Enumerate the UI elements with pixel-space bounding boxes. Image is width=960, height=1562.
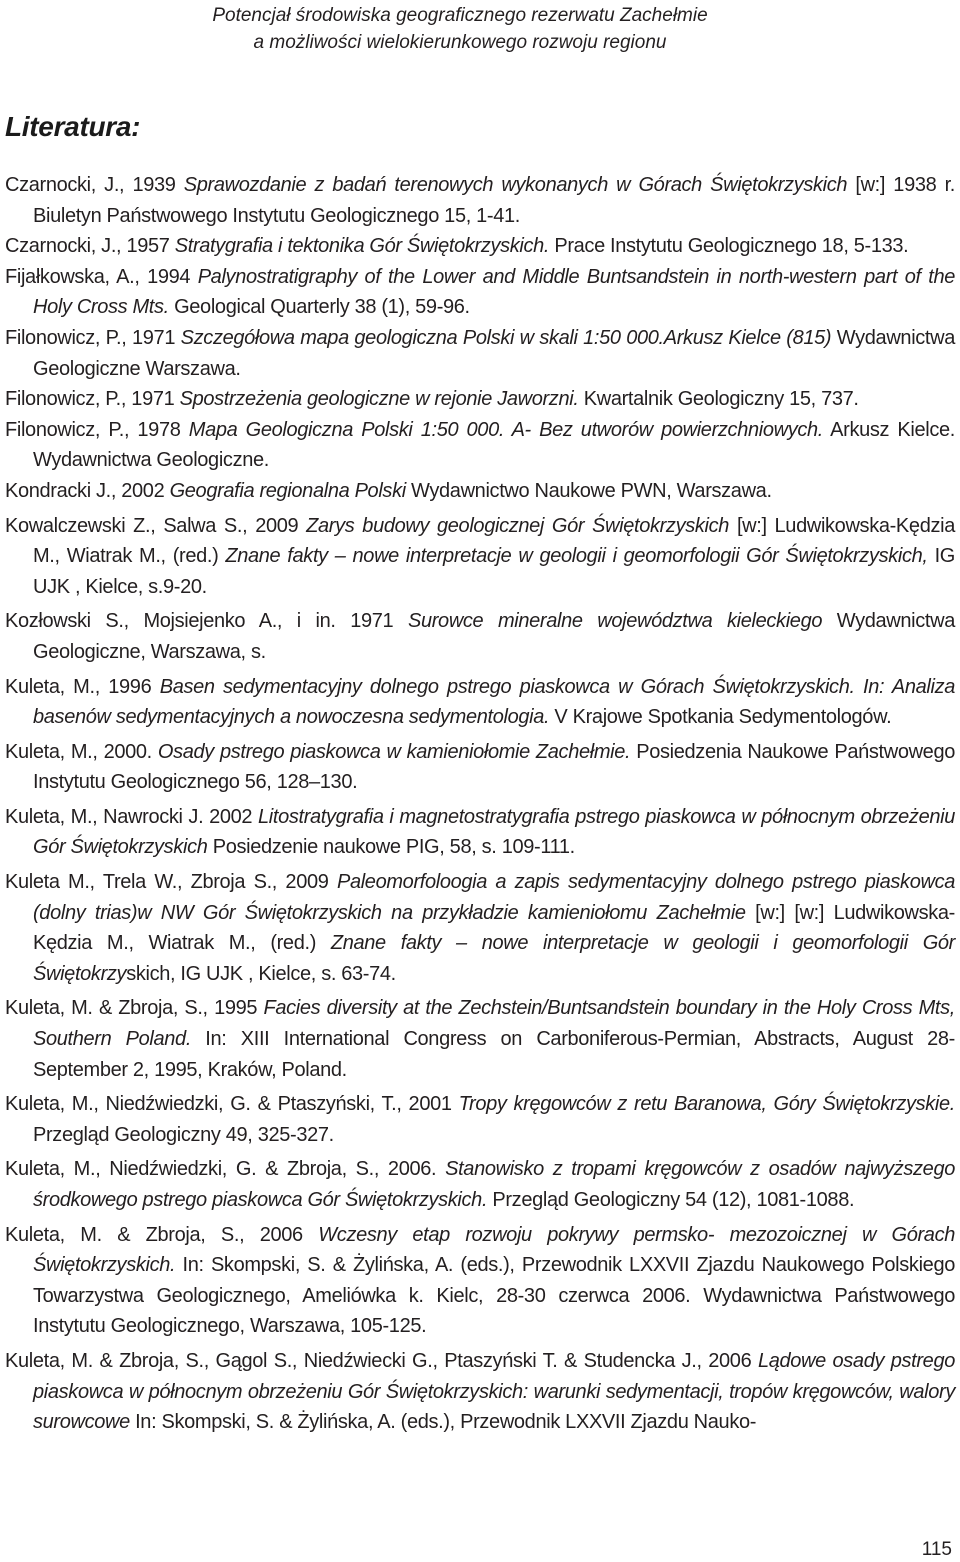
reference-text: Posiedzenia Naukowe Państwowego Instytutu Geologicznego 56, 128–130. (33, 740, 956, 794)
reference-text: Kowalczewski Z., Salwa S., 2009 (5, 514, 307, 537)
reference-text: Kuleta, M., Niedźwiedzki, G. & Zbroja, S., 2006. (5, 1158, 446, 1181)
reference-text: Fijałkowska, A., 1994 (5, 265, 198, 288)
reference-text: Kuleta, M. & Zbroja, S., 2006 (5, 1223, 319, 1246)
reference-title: Stratygrafia i tektonika Gór Świętokrzyskich. (174, 235, 550, 258)
section-title: Literatura: (5, 111, 141, 142)
running-header-line-1: Potencjał środowiska geograficznego rezerwatu Zachełmie (212, 5, 708, 26)
reference-title: Znane fakty – nowe interpretacje w geologii i geomorfologii Gór Świętokrzyskich, (225, 545, 928, 568)
reference-text: [w:] [w:] Ludwikowska-Kędzia M., Wiatrak M., (red.) (33, 901, 955, 955)
reference-entry (5, 867, 955, 989)
reference-text: Arkusz Kielce. Wydawnictwa Geologiczne. (33, 418, 955, 472)
running-header-line-2: a możliwości wielokierunkowego rozwoju regionu (253, 32, 667, 53)
reference-entry (5, 476, 955, 507)
reference-title: Znane fakty – nowe interpretacje w geologii i geomorfologii Gór Świętokrzy (33, 932, 955, 985)
reference-text: Kozłowski S., Mojsiejenko A., i in. 1971 (5, 610, 408, 633)
reference-entry (5, 1220, 955, 1342)
reference-entry (5, 415, 955, 476)
reference-text: Wydawnictwa Geologiczne Warszawa. (33, 326, 956, 380)
reference-entry (5, 1154, 955, 1215)
reference-entry (5, 323, 955, 384)
reference-list (5, 170, 955, 1438)
reference-text: Kuleta, M., 2000. (5, 740, 158, 763)
reference-entry (5, 606, 955, 667)
reference-text: Kuleta M., Trela W., Zbroja S., 2009 (5, 871, 337, 894)
reference-text: Posiedzenie naukowe PIG, 58, s. 109-111. (207, 836, 575, 859)
reference-entry (5, 802, 955, 863)
reference-entry (5, 511, 955, 603)
reference-text: Czarnocki, J., 1957 (5, 235, 175, 258)
reference-text: IG UJK , Kielce, s.9-20. (33, 545, 956, 598)
reference-title: Osady pstrego piaskowca w kamieniołomie Zachełmie. (157, 740, 631, 763)
reference-entry (5, 1089, 955, 1150)
reference-text: Kuleta, M. & Zbroja, S., Gągol S., Niedźwiecki G., Ptaszyński T. & Studencka J., 2006 (5, 1349, 758, 1372)
reference-text: In: Skompski, S. & Żylińska, A. (eds.), Przewodnik LXXVII Zjazdu Naukowego Polskiego Towarzystwa Geologicznego, Ameliówka k. Kielc, 28-30 czerwca 2006. Wydawnictwa Państwowego Instytutu Geologicznego, Warszawa, 105-125. (33, 1254, 955, 1338)
reference-title: Spostrzeżenia geologiczne w rejonie Jaworzni. (179, 388, 579, 411)
reference-title: Geografia regionalna Polski (169, 479, 406, 502)
reference-entry (5, 262, 955, 323)
reference-entry (5, 384, 955, 415)
reference-title: Surowce mineralne województwa kieleckiego (407, 610, 823, 633)
reference-text: Filonowicz, P., 1971 (5, 326, 181, 349)
reference-title: Palynostratigraphy of the Lower and Middle Buntsandstein in north-western part of the Holy Cross Mts. (33, 265, 955, 319)
reference-text: Kuleta, M. & Zbroja, S., 1995 (5, 997, 264, 1020)
reference-title: Mapa Geologiczna Polski 1:50 000. A- Bez utworów powierzchniowych. (188, 418, 823, 441)
reference-text: Wydawnictwa Geologiczne, Warszawa, s. (33, 610, 955, 663)
reference-title: Stanowisko z tropami kręgowców z osadów najwyższego środkowego pstrego piaskowca Gór Świętokrzyskich. (33, 1158, 956, 1211)
reference-text: Kuleta, M., Niedźwiedzki, G. & Ptaszyński, T., 2001 (5, 1093, 459, 1116)
page-number: 115 (921, 1539, 952, 1560)
reference-entry (5, 231, 955, 262)
reference-text: Kuleta, M., Nawrocki J. 2002 (5, 805, 259, 828)
reference-title: Zarys budowy geologicznej Gór Świętokrzyskich (306, 514, 730, 537)
reference-title: Litostratygrafia i magnetostratygrafia pstrego piaskowca w północnym obrzeżeniu Gór Świętokrzyskich (33, 805, 955, 859)
reference-text: Czarnocki, J., 1939 (5, 174, 184, 196)
reference-text: Filonowicz, P., 1978 (5, 418, 189, 441)
reference-text: Geological Quarterly 38 (1), 59-96. (168, 296, 470, 319)
reference-text: [w:] Ludwikowska-Kędzia M., Wiatrak M., (red.) (33, 514, 955, 568)
reference-text: Przegląd Geologiczny 54 (12), 1081-1088. (487, 1189, 855, 1211)
reference-text: V Krajowe Spotkania Sedymentologów. (549, 706, 892, 729)
reference-text: In: XIII International Congress on Carboniferous-Permian, Abstracts, August 28-September 2, 1995, Kraków, Poland. (33, 1028, 955, 1081)
reference-text: Kwartalnik Geologiczny 15, 737. (578, 388, 859, 411)
running-header (0, 2, 920, 56)
reference-entry (5, 672, 955, 733)
reference-title: Tropy kręgowców z retu Baranowa, Góry Świętokrzyskie. (458, 1093, 955, 1116)
reference-text: Kuleta, M., 1996 (5, 675, 160, 698)
reference-text: Filonowicz, P., 1971 (5, 388, 180, 411)
reference-text: In: Skompski, S. & Żylińska, A. (eds.), Przewodnik LXXVII Zjazdu Nauko- (129, 1411, 757, 1434)
reference-title: Facies diversity at the Zechstein/Buntsandstein boundary in the Holy Cross Mts, Southern Poland. (33, 997, 955, 1051)
reference-text: Prace Instytutu Geologicznego 18, 5-133. (549, 235, 909, 258)
reference-text: [w:] 1938 r. Biuletyn Państwowego Instytutu Geologicznego 15, 1-41. (33, 174, 956, 227)
reference-text: Kondracki J., 2002 (5, 479, 170, 502)
reference-title: Lądowe osady pstrego piaskowca w północnym obrzeżeniu Gór Świętokrzyskich: warunki sedymentacji, tropów kręgowców, walory surowcowe (33, 1349, 955, 1434)
reference-text: Przegląd Geologiczny 49, 325-327. (33, 1123, 334, 1146)
reference-title: Sprawozdanie z badań terenowych wykonanych w Górach Świętokrzyskich (183, 174, 848, 196)
reference-title: Wczesny etap rozwoju pokrywy permsko- mezozoicznej w Górach Świętokrzyskich. (33, 1223, 956, 1277)
reference-entry (5, 1346, 955, 1438)
reference-entry (5, 170, 955, 231)
reference-title: Paleomorfoloogia a zapis sedymentacyjny dolnego pstrego piaskowca (dolny trias)w NW Gór Świętokrzyskich na przykładzie kamieniołomu Zachełmie (33, 871, 955, 924)
reference-text: skich, IG UJK , Kielce, s. 63-74. (126, 962, 396, 985)
reference-title: Basen sedymentacyjny dolnego pstrego piaskowca w Górach Świętokrzyskich. In: Analiza basenów sedymentacyjnych a nowoczesna sedymentologia. (33, 675, 955, 729)
reference-text: Wydawnictwo Naukowe PWN, Warszawa. (405, 479, 772, 502)
reference-entry (5, 737, 955, 798)
reference-title: Szczegółowa mapa geologiczna Polski w skali 1:50 000.Arkusz Kielce (815) (180, 326, 832, 349)
reference-entry (5, 993, 955, 1085)
